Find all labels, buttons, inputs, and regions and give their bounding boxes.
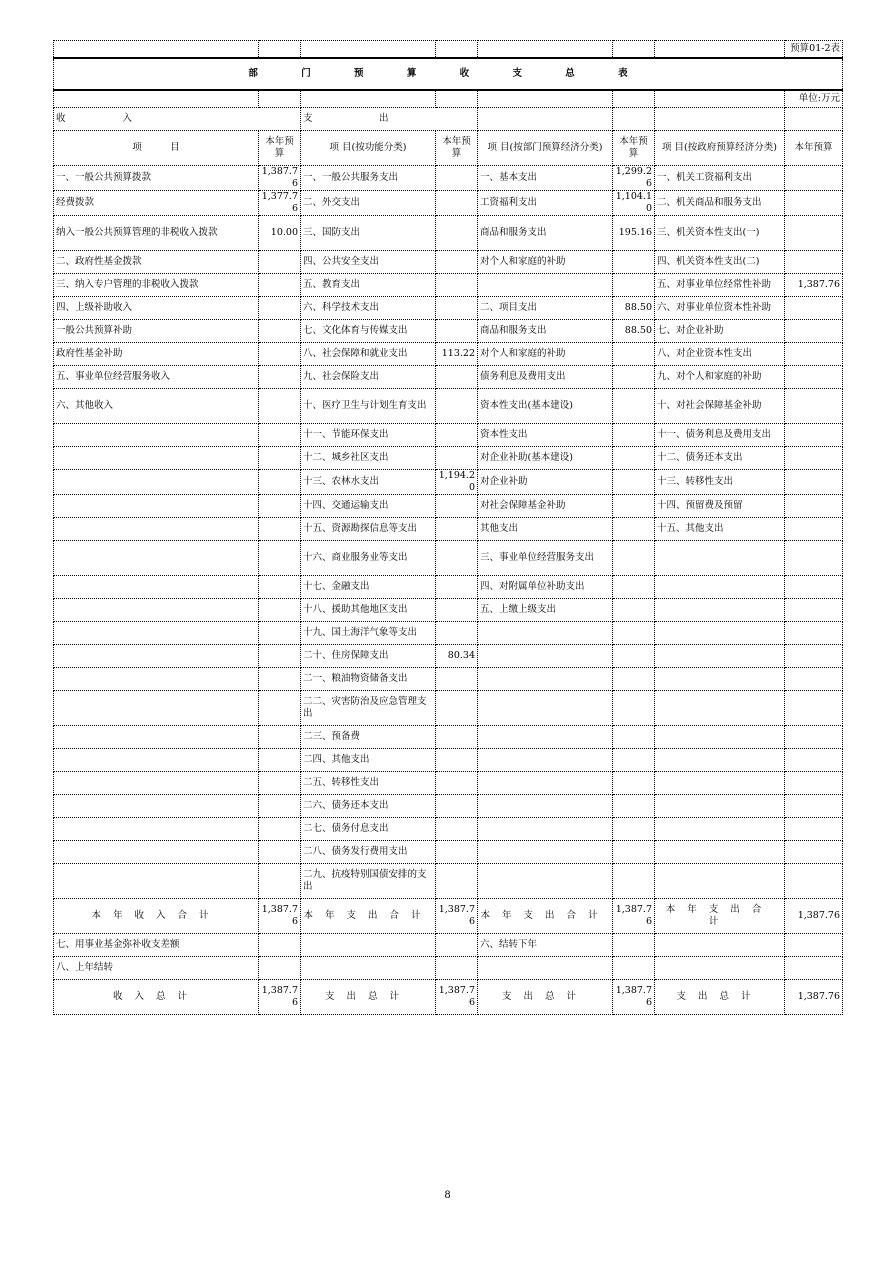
- func-value: [436, 864, 478, 899]
- table-row: [54, 495, 843, 518]
- income-item: [54, 818, 259, 841]
- func-item: 二四、其他支出: [301, 749, 436, 772]
- dept-econ-value: [613, 274, 655, 297]
- gov-econ-value: [785, 864, 843, 899]
- fund-balance-label: 七、用事业基金弥补收支差额: [54, 934, 259, 957]
- gov-econ-value: [785, 622, 843, 645]
- income-item: [54, 726, 259, 749]
- income-item: [54, 447, 259, 470]
- income-item: 政府性基金补助: [54, 343, 259, 366]
- dept-econ-value: [613, 541, 655, 576]
- income-item: [54, 691, 259, 726]
- func-value: [436, 541, 478, 576]
- gov-econ-value: [785, 541, 843, 576]
- func-item: 六、科学技术支出: [301, 297, 436, 320]
- func-item: 二一、粮油物资储备支出: [301, 668, 436, 691]
- gov-econ-item: [655, 841, 785, 864]
- total-year-func-value: 1,387.76: [436, 899, 478, 934]
- grand-total-func-label: 支出总计: [301, 980, 436, 1015]
- grand-total-func-value: 1,387.76: [436, 980, 478, 1015]
- gov-econ-value: [785, 841, 843, 864]
- dept-econ-item: 对企业补助: [478, 470, 613, 495]
- page-title: 部 门 预 算 收 支 总 表: [54, 58, 843, 90]
- dept-econ-item: 资本性支出(基本建设): [478, 389, 613, 424]
- func-item: 二八、债务发行费用支出: [301, 841, 436, 864]
- gov-econ-value: [785, 518, 843, 541]
- header-budget: 本年预算: [436, 131, 478, 166]
- dept-econ-item: 四、对附属单位补助支出: [478, 576, 613, 599]
- func-value: [436, 841, 478, 864]
- table-row: [54, 166, 843, 191]
- total-year-dept-value: 1,387.76: [613, 899, 655, 934]
- dept-econ-item: [478, 864, 613, 899]
- table-row: [54, 864, 843, 899]
- gov-econ-item: [655, 864, 785, 899]
- income-value: [259, 772, 301, 795]
- func-item: 五、教育支出: [301, 274, 436, 297]
- gov-econ-item: 十四、预留费及预留: [655, 495, 785, 518]
- func-item: 七、文化体育与传媒支出: [301, 320, 436, 343]
- gov-econ-item: [655, 726, 785, 749]
- func-item: 二五、转移性支出: [301, 772, 436, 795]
- dept-econ-item: 商品和服务支出: [478, 216, 613, 251]
- total-year-income-label: 本年收入合计: [54, 899, 259, 934]
- dept-econ-value: [613, 818, 655, 841]
- func-item: 二三、预备费: [301, 726, 436, 749]
- total-year-func-label: 本年支出合计: [301, 899, 436, 934]
- dept-econ-item: 对个人和家庭的补助: [478, 251, 613, 274]
- income-item: [54, 599, 259, 622]
- dept-econ-value: 1,299.26: [613, 166, 655, 191]
- func-value: 80.34: [436, 645, 478, 668]
- gov-econ-item: 一、机关工资福利支出: [655, 166, 785, 191]
- gov-econ-item: [655, 668, 785, 691]
- gov-econ-value: [785, 166, 843, 191]
- table-row: [54, 518, 843, 541]
- gov-econ-item: 八、对企业资本性支出: [655, 343, 785, 366]
- dept-econ-value: [613, 864, 655, 899]
- income-item: 一、一般公共预算拨款: [54, 166, 259, 191]
- func-item: 二、外交支出: [301, 191, 436, 216]
- dept-econ-item: 对企业补助(基本建设): [478, 447, 613, 470]
- table-row: [54, 668, 843, 691]
- func-value: [436, 576, 478, 599]
- income-item: 纳入一般公共预算管理的非税收入拨款: [54, 216, 259, 251]
- dept-econ-item: 一、基本支出: [478, 166, 613, 191]
- func-item: 十七、金融支出: [301, 576, 436, 599]
- unit-label: 单位:万元: [785, 90, 843, 108]
- income-value: [259, 470, 301, 495]
- func-value: [436, 216, 478, 251]
- income-item: 四、上级补助收入: [54, 297, 259, 320]
- grand-total-dept-value: 1,387.76: [613, 980, 655, 1015]
- func-value: [436, 668, 478, 691]
- income-item: [54, 864, 259, 899]
- carry-next-label: 六、结转下年: [478, 934, 613, 957]
- budget-summary-table: [53, 40, 843, 1015]
- gov-econ-item: [655, 691, 785, 726]
- func-item: 十三、农林水支出: [301, 470, 436, 495]
- dept-econ-item: [478, 795, 613, 818]
- table-row: [54, 541, 843, 576]
- income-value: [259, 645, 301, 668]
- func-item: 二七、债务付息支出: [301, 818, 436, 841]
- dept-econ-item: 商品和服务支出: [478, 320, 613, 343]
- gov-econ-item: [655, 645, 785, 668]
- gov-econ-value: [785, 795, 843, 818]
- func-item: 十四、交通运输支出: [301, 495, 436, 518]
- income-value: [259, 495, 301, 518]
- dept-econ-item: 债务利息及费用支出: [478, 366, 613, 389]
- gov-econ-item: [655, 541, 785, 576]
- table-row: [54, 216, 843, 251]
- income-value: [259, 726, 301, 749]
- page-number: 8: [444, 1190, 451, 1201]
- income-value: [259, 389, 301, 424]
- dept-econ-value: 1,104.10: [613, 191, 655, 216]
- income-value: [259, 424, 301, 447]
- income-item: [54, 645, 259, 668]
- gov-econ-value: [785, 691, 843, 726]
- table-row: [54, 297, 843, 320]
- func-value: [436, 274, 478, 297]
- dept-econ-value: [613, 645, 655, 668]
- dept-econ-item: 五、上缴上级支出: [478, 599, 613, 622]
- gov-econ-value: [785, 366, 843, 389]
- section-income: 收 入: [54, 108, 301, 131]
- gov-econ-value: 1,387.76: [785, 274, 843, 297]
- table-row: [54, 389, 843, 424]
- income-item: [54, 424, 259, 447]
- gov-econ-value: [785, 818, 843, 841]
- income-value: 1,377.76: [259, 191, 301, 216]
- dept-econ-item: [478, 274, 613, 297]
- grand-total-gov-value: 1,387.76: [785, 980, 843, 1015]
- gov-econ-item: 六、对事业单位资本性补助: [655, 297, 785, 320]
- gov-econ-item: [655, 749, 785, 772]
- dept-econ-value: [613, 576, 655, 599]
- func-value: [436, 366, 478, 389]
- carry-prev-label: 八、上年结转: [54, 957, 259, 980]
- income-value: [259, 668, 301, 691]
- income-item: [54, 772, 259, 795]
- dept-econ-item: [478, 726, 613, 749]
- gov-econ-item: [655, 599, 785, 622]
- income-item: [54, 841, 259, 864]
- gov-econ-value: [785, 251, 843, 274]
- dept-econ-item: 其他支出: [478, 518, 613, 541]
- income-value: [259, 541, 301, 576]
- gov-econ-value: [785, 424, 843, 447]
- gov-econ-item: [655, 622, 785, 645]
- dept-econ-value: [613, 841, 655, 864]
- func-item: 十八、援助其他地区支出: [301, 599, 436, 622]
- dept-econ-value: [613, 343, 655, 366]
- table-row: [54, 622, 843, 645]
- dept-econ-value: [613, 599, 655, 622]
- total-year-gov-label: 本年支出合计: [655, 899, 785, 934]
- income-item: 经费拨款: [54, 191, 259, 216]
- header-budget: 本年预算: [259, 131, 301, 166]
- income-value: [259, 366, 301, 389]
- func-value: [436, 726, 478, 749]
- gov-econ-item: 三、机关资本性支出(一): [655, 216, 785, 251]
- func-item: 一、一般公共服务支出: [301, 166, 436, 191]
- func-value: [436, 749, 478, 772]
- income-value: [259, 447, 301, 470]
- func-item: 三、国防支出: [301, 216, 436, 251]
- dept-econ-item: 二、项目支出: [478, 297, 613, 320]
- func-item: 十、医疗卫生与计划生育支出: [301, 389, 436, 424]
- gov-econ-item: 二、机关商品和服务支出: [655, 191, 785, 216]
- dept-econ-item: 对个人和家庭的补助: [478, 343, 613, 366]
- gov-econ-value: [785, 191, 843, 216]
- income-item: 二、政府性基金拨款: [54, 251, 259, 274]
- income-value: [259, 297, 301, 320]
- func-value: 113.22: [436, 343, 478, 366]
- table-row: [54, 749, 843, 772]
- table-row: [54, 795, 843, 818]
- table-row: [54, 691, 843, 726]
- gov-econ-value: [785, 668, 843, 691]
- income-item: [54, 668, 259, 691]
- gov-econ-value: [785, 749, 843, 772]
- gov-econ-value: [785, 576, 843, 599]
- table-row: [54, 320, 843, 343]
- header-func-item: 项 目(按功能分类): [301, 131, 436, 166]
- grand-total-dept-label: 支出总计: [478, 980, 613, 1015]
- func-item: 十二、城乡社区支出: [301, 447, 436, 470]
- gov-econ-item: 十一、债务利息及费用支出: [655, 424, 785, 447]
- gov-econ-item: [655, 818, 785, 841]
- grand-total-income-label: 收入总计: [54, 980, 259, 1015]
- func-value: [436, 772, 478, 795]
- income-item: 五、事业单位经营服务收入: [54, 366, 259, 389]
- dept-econ-value: [613, 470, 655, 495]
- dept-econ-value: 195.16: [613, 216, 655, 251]
- gov-econ-item: 十、对社会保障基金补助: [655, 389, 785, 424]
- gov-econ-item: 十五、其他支出: [655, 518, 785, 541]
- func-value: [436, 424, 478, 447]
- func-value: [436, 599, 478, 622]
- func-item: 十九、国土海洋气象等支出: [301, 622, 436, 645]
- table-row: [54, 599, 843, 622]
- header-budget: 本年预算: [613, 131, 655, 166]
- gov-econ-value: [785, 599, 843, 622]
- total-year-income-value: 1,387.76: [259, 899, 301, 934]
- gov-econ-value: [785, 495, 843, 518]
- income-value: [259, 749, 301, 772]
- gov-econ-value: [785, 389, 843, 424]
- dept-econ-item: [478, 772, 613, 795]
- gov-econ-value: [785, 320, 843, 343]
- grand-total-income-value: 1,387.76: [259, 980, 301, 1015]
- income-value: [259, 599, 301, 622]
- gov-econ-item: 七、对企业补助: [655, 320, 785, 343]
- func-item: 二九、抗疫特别国债安排的支出: [301, 864, 436, 899]
- table-row: [54, 343, 843, 366]
- dept-econ-item: [478, 691, 613, 726]
- func-value: [436, 691, 478, 726]
- dept-econ-item: [478, 841, 613, 864]
- func-value: [436, 795, 478, 818]
- income-value: [259, 841, 301, 864]
- income-value: [259, 691, 301, 726]
- dept-econ-value: 88.50: [613, 297, 655, 320]
- dept-econ-item: 三、事业单位经营服务支出: [478, 541, 613, 576]
- gov-econ-value: [785, 297, 843, 320]
- dept-econ-value: [613, 622, 655, 645]
- dept-econ-item: [478, 749, 613, 772]
- header-item: 项 目: [54, 131, 259, 166]
- income-item: [54, 622, 259, 645]
- table-row: [54, 772, 843, 795]
- func-value: [436, 320, 478, 343]
- gov-econ-value: [785, 343, 843, 366]
- gov-econ-item: 五、对事业单位经常性补助: [655, 274, 785, 297]
- table-row: [54, 576, 843, 599]
- income-item: [54, 470, 259, 495]
- dept-econ-value: [613, 447, 655, 470]
- dept-econ-value: [613, 251, 655, 274]
- table-row: [54, 424, 843, 447]
- func-value: [436, 818, 478, 841]
- table-row: [54, 191, 843, 216]
- grand-total-gov-label: 支出总计: [655, 980, 785, 1015]
- gov-econ-value: [785, 645, 843, 668]
- header-dept-econ-item: 项 目(按部门预算经济分类): [478, 131, 613, 166]
- func-value: [436, 622, 478, 645]
- table-row: [54, 645, 843, 668]
- dept-econ-item: 工资福利支出: [478, 191, 613, 216]
- income-value: [259, 274, 301, 297]
- income-item: [54, 795, 259, 818]
- table-row: [54, 366, 843, 389]
- dept-econ-value: [613, 795, 655, 818]
- func-value: [436, 191, 478, 216]
- gov-econ-item: 九、对个人和家庭的补助: [655, 366, 785, 389]
- dept-econ-value: [613, 518, 655, 541]
- table-row: [54, 726, 843, 749]
- dept-econ-item: [478, 622, 613, 645]
- func-item: 二十、住房保障支出: [301, 645, 436, 668]
- dept-econ-value: [613, 772, 655, 795]
- gov-econ-item: [655, 795, 785, 818]
- dept-econ-item: 对社会保障基金补助: [478, 495, 613, 518]
- header-gov-econ-item: 项 目(按政府预算经济分类): [655, 131, 785, 166]
- gov-econ-item: [655, 576, 785, 599]
- gov-econ-item: [655, 772, 785, 795]
- income-item: 一般公共预算补助: [54, 320, 259, 343]
- dept-econ-value: [613, 424, 655, 447]
- dept-econ-item: [478, 818, 613, 841]
- income-item: [54, 495, 259, 518]
- func-item: 九、社会保险支出: [301, 366, 436, 389]
- income-item: 六、其他收入: [54, 389, 259, 424]
- table-row: [54, 470, 843, 495]
- gov-econ-value: [785, 772, 843, 795]
- income-value: [259, 622, 301, 645]
- func-item: 二六、债务还本支出: [301, 795, 436, 818]
- table-row: [54, 447, 843, 470]
- gov-econ-value: [785, 726, 843, 749]
- dept-econ-item: 资本性支出: [478, 424, 613, 447]
- income-item: [54, 518, 259, 541]
- gov-econ-item: 十二、债务还本支出: [655, 447, 785, 470]
- income-value: 1,387.76: [259, 166, 301, 191]
- income-value: [259, 251, 301, 274]
- income-value: 10.00: [259, 216, 301, 251]
- func-value: [436, 297, 478, 320]
- income-value: [259, 864, 301, 899]
- income-value: [259, 818, 301, 841]
- income-item: 三、纳入专户管理的非税收入拨款: [54, 274, 259, 297]
- gov-econ-value: [785, 470, 843, 495]
- func-item: 十六、商业服务业等支出: [301, 541, 436, 576]
- section-expense: 支 出: [301, 108, 478, 131]
- table-row: [54, 841, 843, 864]
- func-item: 四、公共安全支出: [301, 251, 436, 274]
- gov-econ-value: [785, 216, 843, 251]
- func-value: [436, 251, 478, 274]
- income-item: [54, 749, 259, 772]
- income-value: [259, 795, 301, 818]
- dept-econ-value: [613, 495, 655, 518]
- func-value: [436, 389, 478, 424]
- income-value: [259, 320, 301, 343]
- dept-econ-value: [613, 668, 655, 691]
- table-row: [54, 274, 843, 297]
- total-year-gov-value: 1,387.76: [785, 899, 843, 934]
- income-item: [54, 541, 259, 576]
- func-item: 十一、节能环保支出: [301, 424, 436, 447]
- func-item: 八、社会保障和就业支出: [301, 343, 436, 366]
- dept-econ-value: 88.50: [613, 320, 655, 343]
- dept-econ-value: [613, 749, 655, 772]
- dept-econ-item: [478, 668, 613, 691]
- dept-econ-item: [478, 645, 613, 668]
- table-row: [54, 818, 843, 841]
- func-value: [436, 447, 478, 470]
- gov-econ-item: 十三、转移性支出: [655, 470, 785, 495]
- func-item: 二二、灾害防治及应急管理支出: [301, 691, 436, 726]
- dept-econ-value: [613, 366, 655, 389]
- dept-econ-value: [613, 726, 655, 749]
- func-item: 十五、资源勘探信息等支出: [301, 518, 436, 541]
- table-row: [54, 251, 843, 274]
- gov-econ-value: [785, 447, 843, 470]
- income-value: [259, 518, 301, 541]
- func-value: [436, 166, 478, 191]
- func-value: 1,194.20: [436, 470, 478, 495]
- income-value: [259, 576, 301, 599]
- total-year-dept-label: 本年支出合计: [478, 899, 613, 934]
- gov-econ-item: 四、机关资本性支出(二): [655, 251, 785, 274]
- income-value: [259, 343, 301, 366]
- func-value: [436, 518, 478, 541]
- header-budget: 本年预算: [785, 131, 843, 166]
- func-value: [436, 495, 478, 518]
- dept-econ-value: [613, 389, 655, 424]
- table-id: 预算01-2表: [785, 41, 843, 59]
- dept-econ-value: [613, 691, 655, 726]
- income-item: [54, 576, 259, 599]
